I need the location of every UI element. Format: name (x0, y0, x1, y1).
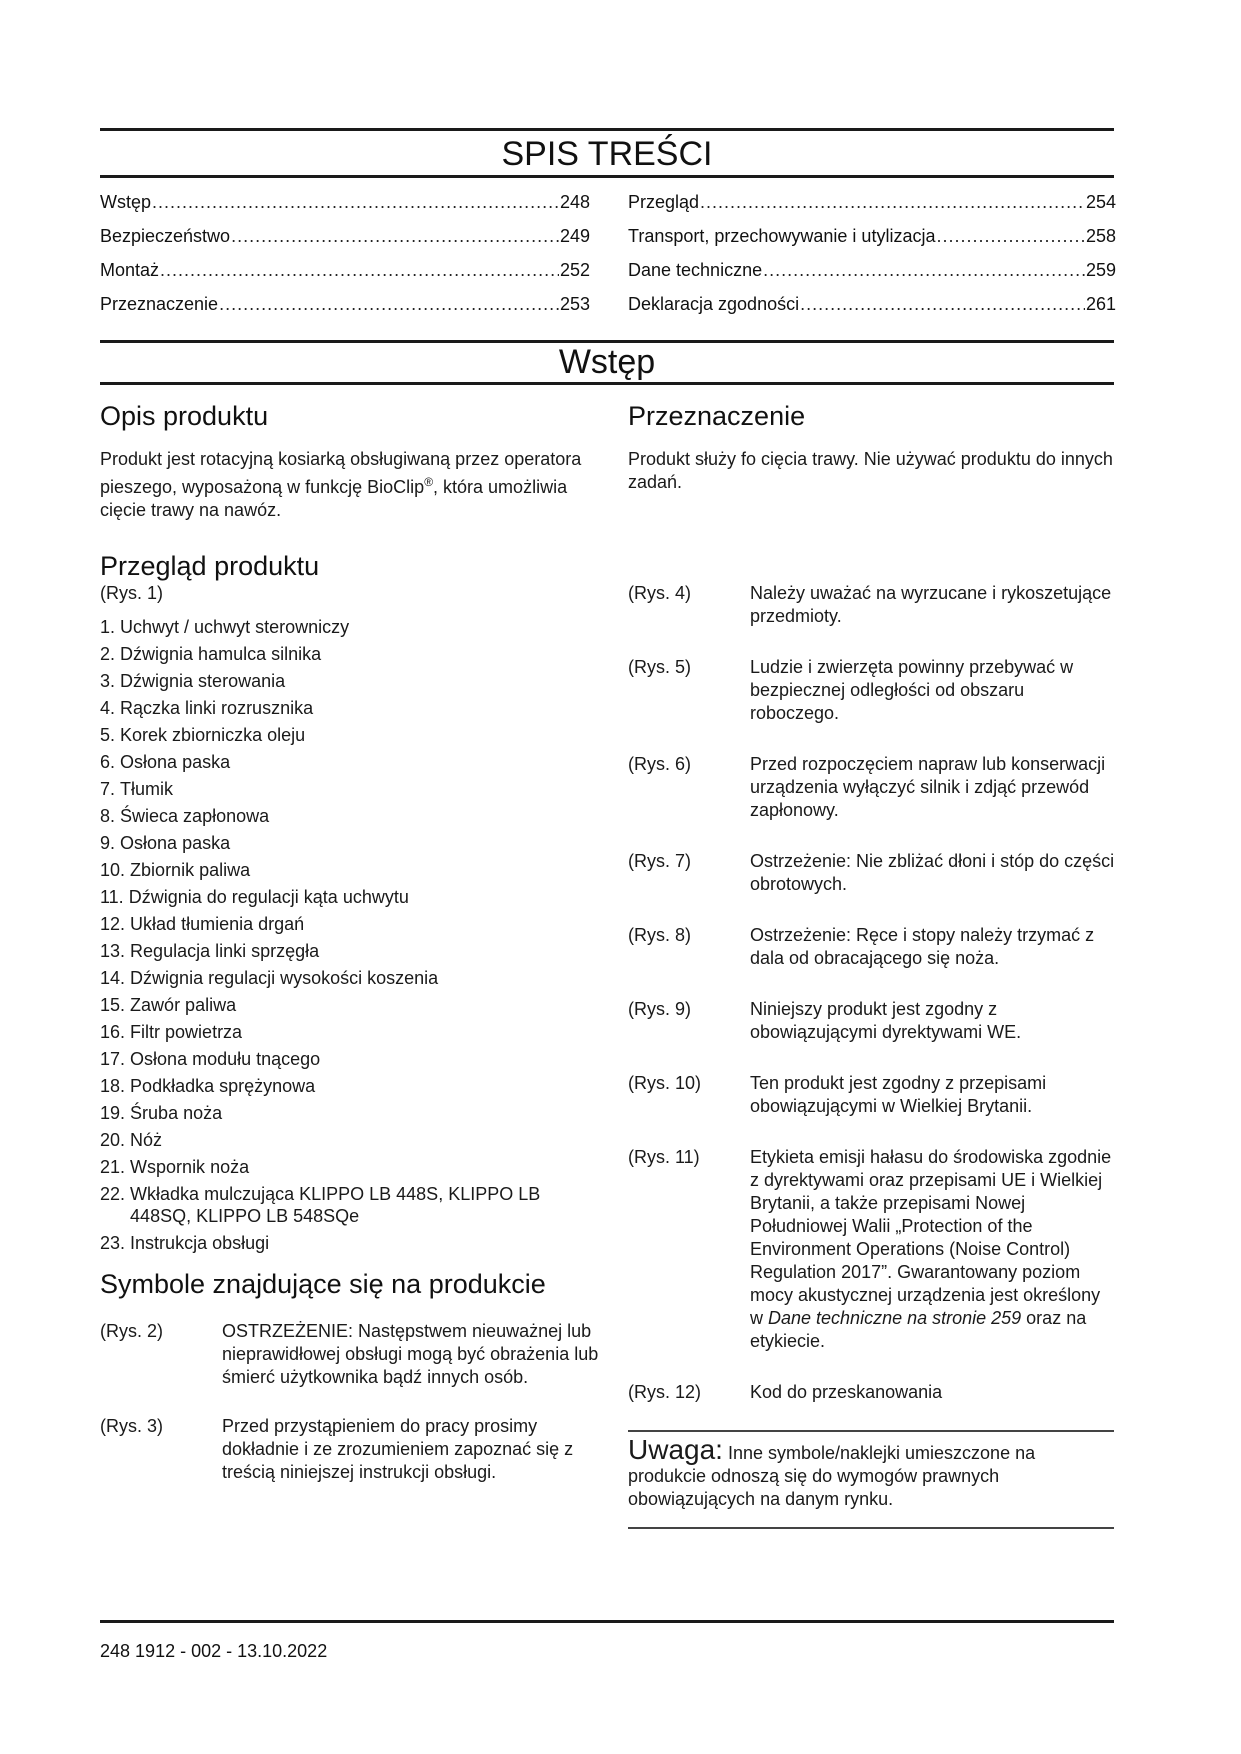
symbol-description: Przed rozpoczęciem napraw lub konserwacji urządzenia wyłączyć silnik i zdjąć przewód zapłonowy. (750, 754, 1106, 820)
toc-entry-label: Dane techniczne (628, 260, 763, 280)
toc-entry-page: 261 (1085, 294, 1116, 314)
item-text: Rączka linki rozrusznika (120, 698, 314, 718)
item-number: 4. (100, 698, 116, 718)
toc-leader-dots (160, 253, 559, 287)
item-text: Zawór paliwa (130, 995, 237, 1015)
symbol-row-rys2 (100, 1320, 600, 1389)
item-text: Dźwignia sterowania (120, 671, 286, 691)
toc-entry-przeznaczenie[interactable] (100, 287, 590, 321)
note-box (628, 1434, 1114, 1511)
symbol-description-part: Etykieta emisji hałasu do środowiska zgodnie z dyrektywami oraz przepisami UE i Wielkiej Brytanii, a także przepisami Nowej Południowej Walii „Protection of the Environment Operations (Noise Control) Regulation 2017”. Gwarantowany poziom mocy akustycznej urządzenia jest określony w (750, 1147, 1112, 1328)
toc-entry-label: Wstęp (100, 192, 152, 212)
item-number: 1. (100, 617, 116, 637)
list-item (100, 1183, 600, 1227)
item-text: Dźwignia hamulca silnika (120, 644, 322, 664)
toc-entry-deklaracja[interactable] (628, 287, 1116, 321)
toc-entry-page: 259 (1085, 260, 1116, 280)
toc-entry-page: 253 (559, 294, 590, 314)
item-text: Układ tłumienia drgań (130, 914, 305, 934)
manual-page (100, 0, 1114, 1754)
note-text (628, 1434, 1114, 1511)
item-text: Korek zbiorniczka oleju (120, 725, 306, 745)
item-text: Dźwignia regulacji wysokości koszenia (130, 968, 439, 988)
symbol-row-rys8 (628, 924, 1116, 970)
symbol-row-rys6 (628, 753, 1116, 822)
toc-entry-przeglad[interactable] (628, 185, 1116, 219)
symbol-row-rys12 (628, 1381, 1116, 1404)
toc-entry-wstep[interactable] (100, 185, 590, 219)
list-item (100, 1102, 600, 1124)
item-number: 10. (100, 860, 126, 880)
symbol-row-rys7 (628, 850, 1116, 896)
list-item (100, 643, 600, 665)
symbol-description: Ten produkt jest zgodny z przepisami obowiązującymi w Wielkiej Brytanii. (750, 1073, 1047, 1116)
toc-entry-transport[interactable] (628, 219, 1116, 253)
list-item (100, 805, 600, 827)
parts-list (100, 616, 600, 1254)
toc-entry-label: Przegląd (628, 192, 700, 212)
symbol-figure-ref: (Rys. 10) (628, 1073, 702, 1093)
symbol-row-rys10 (628, 1072, 1116, 1118)
toc-entry-page: 249 (559, 226, 590, 246)
note-label: Uwaga: (628, 1434, 723, 1465)
technical-data-link[interactable]: Dane techniczne na stronie 259 (768, 1308, 1022, 1328)
symbols-right-list (628, 582, 1116, 1404)
item-text: Dźwignia do regulacji kąta uchwytu (128, 887, 409, 907)
left-column (100, 400, 600, 1484)
toc-top-rule (100, 128, 1114, 131)
symbol-figure-ref: (Rys. 3) (100, 1416, 163, 1436)
toc-entry-label: Montaż (100, 260, 160, 280)
symbol-description (750, 1146, 1116, 1353)
toc-leader-dots (152, 185, 559, 219)
list-item (100, 616, 600, 638)
toc-leader-dots (219, 287, 559, 321)
symbol-description: Ludzie i zwierzęta powinny przebywać w bezpiecznej odległości od obszaru roboczego. (750, 657, 1074, 723)
toc-leader-dots (800, 287, 1085, 321)
item-number: 13. (100, 941, 126, 961)
symbol-figure-ref: (Rys. 6) (628, 754, 691, 774)
document-info: 1912 - 002 - 13.10.2022 (130, 1641, 328, 1661)
symbol-description: Należy uważać na wyrzucane i rykoszetujące przedmioty. (750, 583, 1112, 626)
symbol-description: OSTRZEŻENIE: Następstwem nieuważnej lub nieprawidłowej obsługi mogą być obrażenia lub śmierć użytkownika bądź innych osób. (222, 1321, 599, 1387)
toc-entry-page: 248 (559, 192, 590, 212)
list-item (100, 913, 600, 935)
toc-entry-bezpieczenstwo[interactable] (100, 219, 590, 253)
item-text: Zbiornik paliwa (130, 860, 251, 880)
symbol-figure-ref: (Rys. 11) (628, 1147, 700, 1167)
product-overview-figure-ref: (Rys. 1) (100, 583, 163, 603)
list-item (100, 1075, 600, 1097)
item-number: 20. (100, 1130, 126, 1150)
symbol-row-rys11 (628, 1146, 1116, 1353)
list-item (100, 1232, 600, 1254)
item-text: Śruba noża (130, 1103, 223, 1123)
item-text: Filtr powietrza (130, 1022, 243, 1042)
item-number: 11. (100, 887, 124, 907)
section-bottom-rule (100, 382, 1114, 385)
toc-entry-label: Bezpieczeństwo (100, 226, 231, 246)
item-number: 23. (100, 1233, 126, 1253)
list-item (100, 832, 600, 854)
item-text: Instrukcja obsługi (130, 1233, 270, 1253)
symbol-description: Kod do przeskanowania (750, 1382, 943, 1402)
toc-entry-page: 254 (1085, 192, 1116, 212)
footer-rule (100, 1620, 1114, 1623)
symbol-description: Przed przystąpieniem do pracy prosimy dokładnie i ze zrozumieniem zapoznać się z treścią niniejszej instrukcji obsługi. (222, 1416, 574, 1482)
list-item (100, 967, 600, 989)
symbol-description: Ostrzeżenie: Ręce i stopy należy trzymać z dala od obracającego się noża. (750, 925, 1095, 968)
list-item (100, 1156, 600, 1178)
item-text: Wkładka mulczująca KLIPPO LB 448S, KLIPPO LB 448SQ, KLIPPO LB 548SQe (130, 1184, 541, 1226)
toc-leader-dots (763, 253, 1085, 287)
item-text: Nóż (130, 1130, 163, 1150)
symbol-figure-ref: (Rys. 2) (100, 1321, 163, 1341)
list-item (100, 751, 600, 773)
list-item (100, 886, 600, 908)
item-text: Świeca zapłonowa (120, 806, 270, 826)
item-number: 12. (100, 914, 126, 934)
item-number: 6. (100, 752, 116, 772)
symbol-figure-ref: (Rys. 4) (628, 583, 691, 603)
item-number: 9. (100, 833, 116, 853)
item-text: Podkładka sprężynowa (130, 1076, 316, 1096)
intended-use-text: Produkt służy fo cięcia trawy. Nie używać produktu do innych zadań. (628, 449, 1113, 492)
list-item (100, 1048, 600, 1070)
item-number: 17. (100, 1049, 126, 1069)
symbols-heading: Symbole znajdujące się na produkcie (100, 1269, 546, 1299)
symbol-row-rys3 (100, 1415, 600, 1484)
product-description-text-part: , która umożliwia cięcie trawy na nawóz. (100, 477, 568, 520)
item-text: Regulacja linki sprzęgła (130, 941, 320, 961)
symbol-row-rys4 (628, 582, 1116, 628)
item-text: Osłona modułu tnącego (130, 1049, 321, 1069)
item-number: 3. (100, 671, 116, 691)
item-number: 18. (100, 1076, 126, 1096)
symbol-figure-ref: (Rys. 9) (628, 999, 691, 1019)
symbol-figure-ref: (Rys. 7) (628, 851, 691, 871)
list-item (100, 724, 600, 746)
toc-entry-label: Deklaracja zgodności (628, 294, 800, 314)
list-item (100, 670, 600, 692)
symbol-row-rys9 (628, 998, 1116, 1044)
item-number: 15. (100, 995, 126, 1015)
product-description-text (100, 448, 600, 522)
list-item (100, 778, 600, 800)
toc-right-column (628, 185, 1116, 321)
list-item (100, 697, 600, 719)
item-number: 2. (100, 644, 116, 664)
note-body: Inne symbole/naklejki umieszczone na produkcie odnoszą się do wymogów prawnych obowiązujących na danym rynku. (628, 1443, 1036, 1509)
list-item (100, 940, 600, 962)
note-top-rule (628, 1430, 1114, 1432)
item-number: 14. (100, 968, 126, 988)
item-text: Osłona paska (120, 752, 231, 772)
toc-entry-label: Transport, przechowywanie i utylizacja (628, 226, 936, 246)
product-description-heading: Opis produktu (100, 401, 269, 431)
item-number: 22. (100, 1184, 126, 1204)
item-text: Tłumik (120, 779, 174, 799)
toc-leader-dots (231, 219, 559, 253)
item-text: Wspornik noża (130, 1157, 250, 1177)
symbol-figure-ref: (Rys. 12) (628, 1382, 702, 1402)
registered-mark: ® (424, 475, 434, 489)
list-item (100, 1129, 600, 1151)
item-number: 5. (100, 725, 116, 745)
list-item (100, 859, 600, 881)
symbol-figure-ref: (Rys. 5) (628, 657, 691, 677)
toc-entry-page: 258 (1085, 226, 1116, 246)
product-description-text-part: Produkt jest rotacyjną kosiarką obsługiwaną przez operatora pieszego, wyposażoną w funkcję BioClip (100, 449, 582, 497)
symbol-row-rys5 (628, 656, 1116, 725)
section-title: Wstęp (558, 343, 656, 381)
item-number: 16. (100, 1022, 126, 1042)
page-number: 248 (100, 1641, 131, 1661)
symbol-description-part: oraz na etykiecie. (750, 1308, 1087, 1351)
toc-bottom-rule (100, 175, 1114, 178)
item-number: 21. (100, 1157, 126, 1177)
toc-entry-montaz[interactable] (100, 253, 590, 287)
symbol-description: Ostrzeżenie: Nie zbliżać dłoni i stóp do części obrotowych. (750, 851, 1115, 894)
toc-left-column (100, 185, 590, 321)
list-item (100, 994, 600, 1016)
right-column (628, 400, 1116, 494)
item-number: 19. (100, 1103, 126, 1123)
page-footer (100, 1640, 327, 1662)
toc-entry-page: 252 (559, 260, 590, 280)
toc-title: SPIS TREŚCI (501, 135, 713, 173)
list-item (100, 1021, 600, 1043)
toc-leader-dots (936, 219, 1084, 253)
product-overview-heading: Przegląd produktu (100, 551, 320, 581)
item-text: Uchwyt / uchwyt sterowniczy (120, 617, 350, 637)
symbol-description: Niniejszy produkt jest zgodny z obowiązującymi dyrektywami WE. (750, 999, 1022, 1042)
note-bottom-rule (628, 1527, 1114, 1529)
item-number: 8. (100, 806, 116, 826)
intended-use-heading: Przeznaczenie (628, 401, 806, 431)
toc-leader-dots (700, 185, 1085, 219)
item-text: Osłona paska (120, 833, 231, 853)
symbol-figure-ref: (Rys. 8) (628, 925, 691, 945)
toc-entry-label: Przeznaczenie (100, 294, 219, 314)
item-number: 7. (100, 779, 116, 799)
toc-entry-dane-techniczne[interactable] (628, 253, 1116, 287)
